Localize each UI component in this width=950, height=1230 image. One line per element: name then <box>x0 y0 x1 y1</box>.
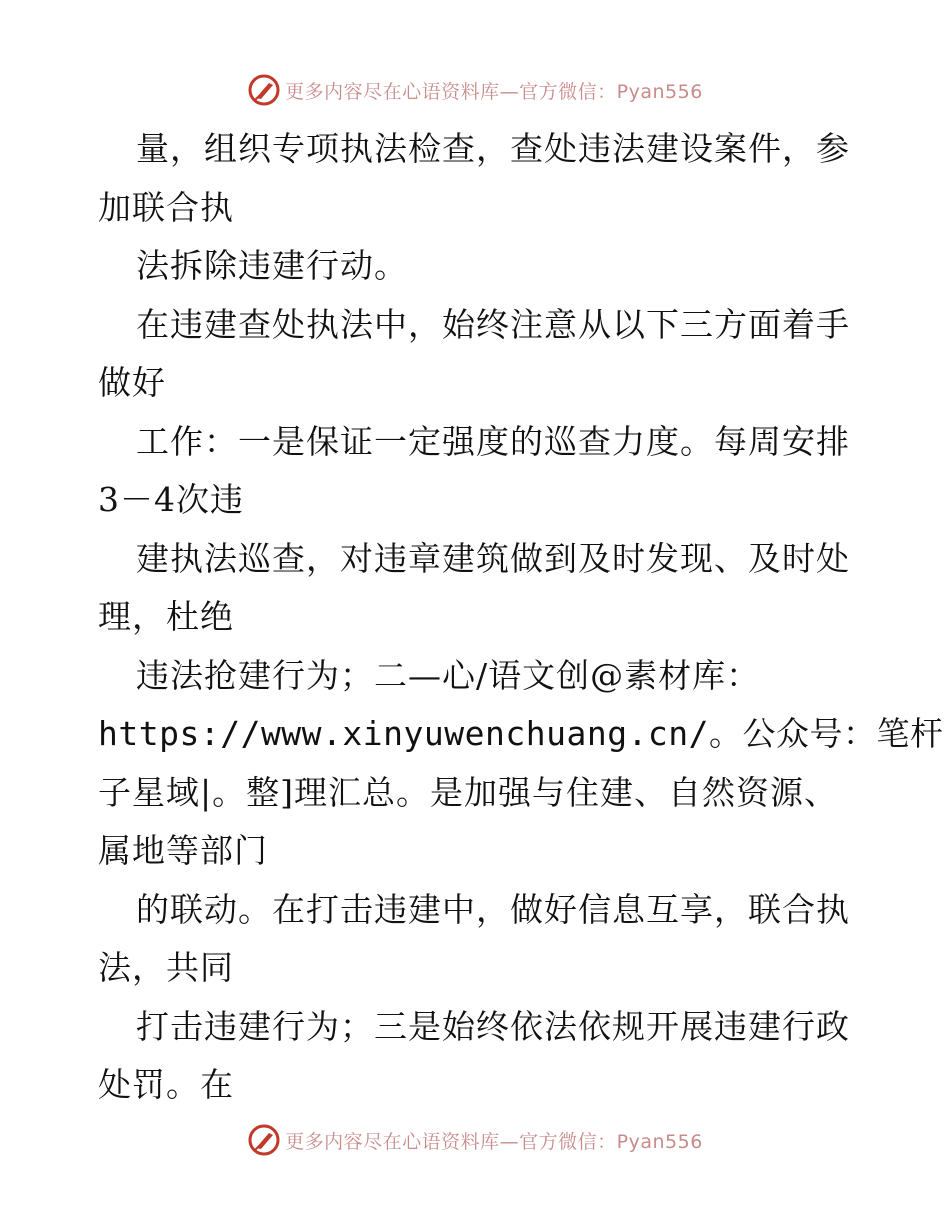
text-line: 子星域|。整]理汇总。是加强与住建、自然资源、 <box>98 772 838 812</box>
text-line: 建执法巡查，对违章建筑做到及时发现、及时处 <box>136 538 850 578</box>
feather-pen-logo-icon <box>247 1123 281 1157</box>
text-line: 的联动。在打击违建中，做好信息互享，联合执 <box>136 889 850 929</box>
header-banner-text: 更多内容尽在心语资料库—官方微信：Pyan556 <box>285 80 703 103</box>
text-line: 3－4次违 <box>98 480 244 519</box>
text-line: 工作：一是保证一定强度的巡查力度。每周安排 <box>136 421 850 461</box>
text-line: 打击违建行为；三是始终依法依规开展违建行政 <box>136 1006 850 1046</box>
text-line: 处罚。在 <box>98 1065 234 1104</box>
text-line: 理，杜绝 <box>98 597 234 636</box>
text-line: 加联合执 <box>98 187 234 227</box>
text-line: 在违建查处执法中，始终注意从以下三方面着手 <box>136 304 850 344</box>
footer-banner <box>0 1120 950 1160</box>
text-line: 法，共同 <box>98 948 234 987</box>
footer-banner-text: 更多内容尽在心语资料库—官方微信：Pyan556 <box>285 1130 703 1153</box>
header-banner <box>0 70 950 110</box>
text-line-url: https://www.xinyuwenchuang.cn/。公众号：笔杆 <box>98 714 944 753</box>
text-line: 做好 <box>98 363 166 402</box>
text-line: 法拆除违建行动。 <box>136 246 408 285</box>
text-line: 违法抢建行为；二—心/语文创@素材库： <box>136 655 761 695</box>
text-line: 量，组织专项执法检查，查处违法建设案件，参 <box>136 129 850 168</box>
text-line: 属地等部门 <box>98 831 268 870</box>
document-body <box>98 120 944 1115</box>
feather-pen-logo-icon <box>247 73 281 107</box>
